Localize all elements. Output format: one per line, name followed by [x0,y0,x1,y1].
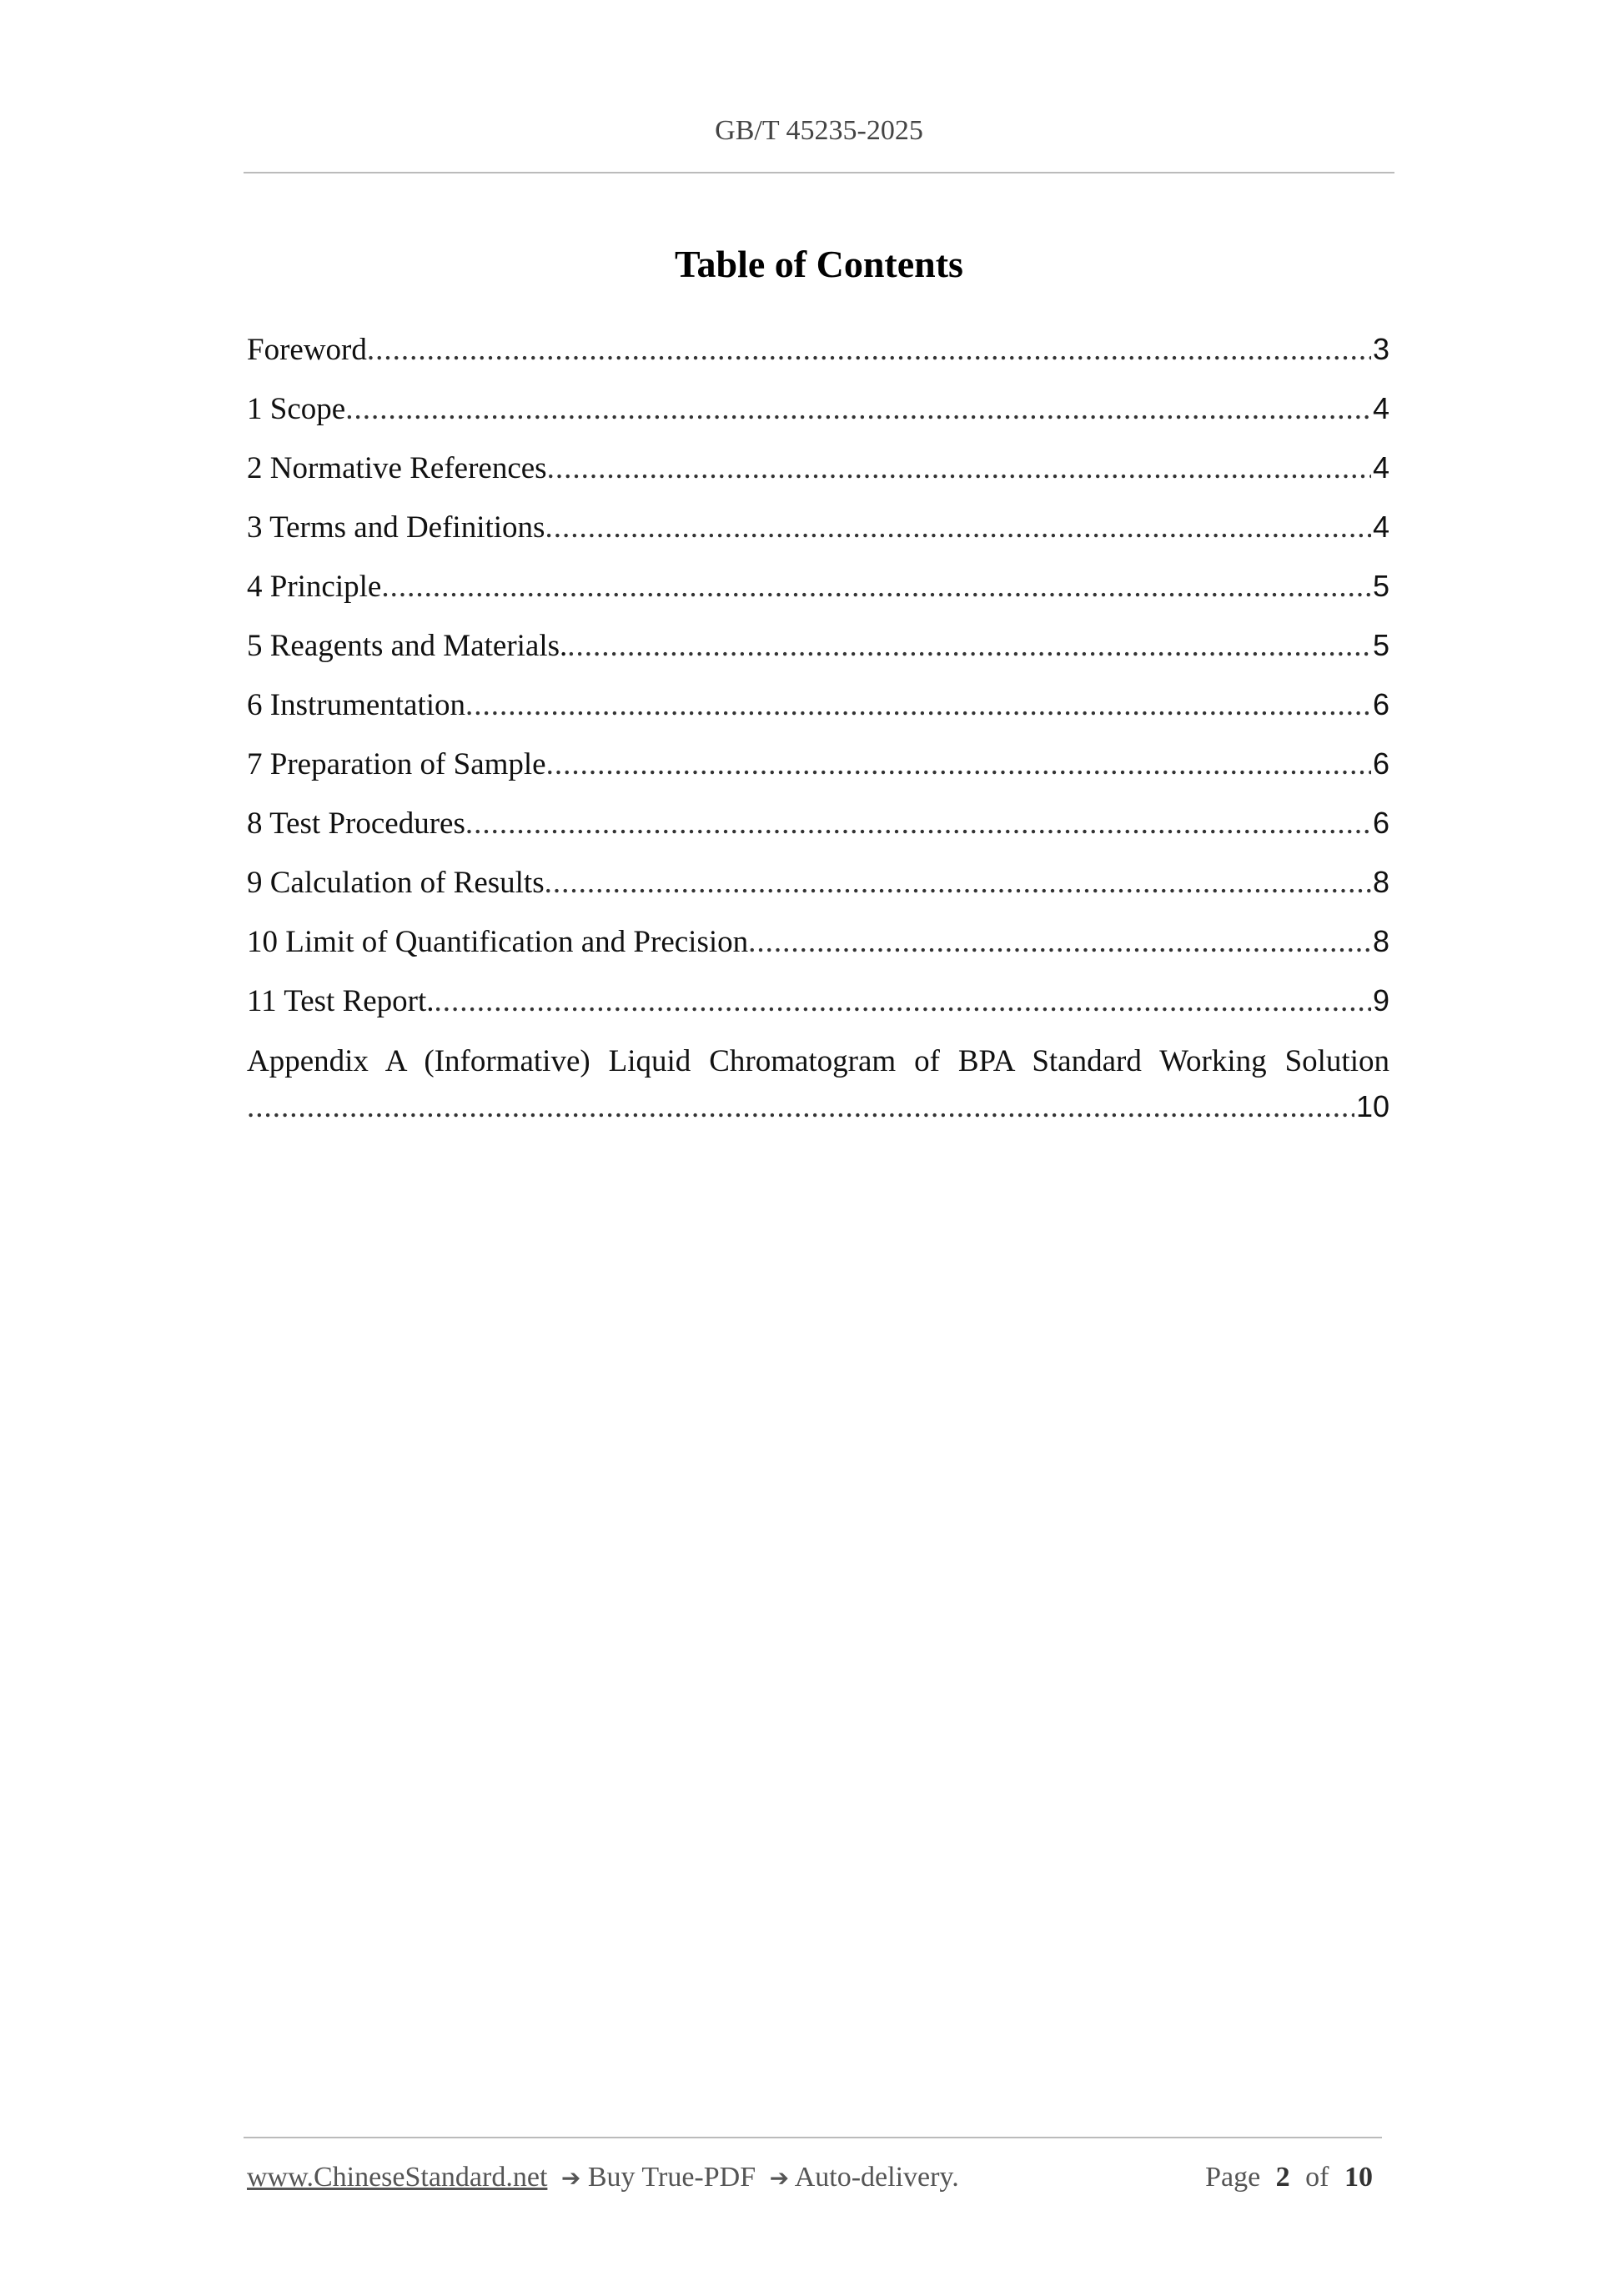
toc-entry-label: 5 Reagents and Materials. [247,629,568,663]
toc-entry-page: 5 [1372,569,1389,603]
arrow-right-icon: ➔ [769,2164,790,2192]
toc-entry-principle[interactable] [247,564,1389,623]
page-word: Page [1205,2162,1261,2193]
toc-entry-page: 8 [1372,865,1389,899]
toc-entry-label: 10 Limit of Quantification and Precision [247,925,749,959]
toc-leader-dots [435,979,1371,1024]
toc-entry-preparation-sample[interactable] [247,741,1389,801]
table-of-contents [247,327,1389,1130]
page-current: 2 [1275,2162,1290,2193]
toc-leader-dots [465,801,1371,847]
toc-leader-dots [547,446,1371,491]
toc-entry-continuation [247,1084,1389,1130]
toc-entry-page: 6 [1372,806,1389,840]
toc-entry-label: 4 Principle [247,570,382,604]
toc-leader-dots [247,1085,1354,1130]
toc-entry-page: 10 [1355,1089,1389,1123]
toc-leader-dots [546,742,1371,787]
toc-title: Table of Contents [675,243,963,285]
toc-entry-page: 4 [1372,450,1389,485]
header-rule [244,172,1394,173]
toc-entry-test-report[interactable] [247,978,1389,1037]
toc-entry-page: 6 [1372,687,1389,721]
toc-entry-page: 5 [1372,628,1389,662]
toc-entry-label: 11 Test Report. [247,984,435,1018]
toc-entry-page: 3 [1372,332,1389,366]
toc-leader-dots [567,624,1371,669]
toc-entry-label: 1 Scope [247,392,346,426]
running-header: GB/T 45235-2025 [715,115,923,146]
toc-entry-page: 9 [1372,983,1389,1017]
toc-entry-foreword[interactable] [247,327,1389,386]
toc-entry-scope[interactable] [247,386,1389,445]
toc-entry-instrumentation[interactable] [247,682,1389,741]
toc-entry-page: 4 [1372,510,1389,544]
toc-entry-test-procedures[interactable] [247,801,1389,860]
toc-leader-dots [381,565,1371,610]
delivery-text: Auto-delivery. [794,2162,959,2193]
footer-rule [244,2137,1382,2138]
toc-entry-label: 2 Normative References [247,451,547,485]
toc-entry-page: 8 [1372,924,1389,958]
page-indicator [1205,2162,1381,2193]
toc-entry-terms-definitions[interactable] [247,505,1389,564]
toc-leader-dots [465,683,1371,728]
toc-entry-label: 6 Instrumentation [247,688,466,722]
arrow-right-icon: ➔ [560,2164,581,2192]
toc-entry-limit-quantification[interactable] [247,919,1389,978]
footer-promo [247,2162,959,2193]
toc-entry-normative-references[interactable] [247,445,1389,505]
page-total: 10 [1344,2162,1373,2193]
toc-leader-dots [367,328,1371,373]
toc-entry-page: 4 [1372,391,1389,425]
toc-leader-dots [545,861,1371,906]
toc-entry-page: 6 [1372,746,1389,781]
toc-leader-dots [545,505,1371,550]
toc-entry-label: 8 Test Procedures [247,806,465,841]
site-link[interactable]: www.ChineseStandard.net [247,2162,548,2193]
toc-leader-dots [748,920,1371,965]
toc-entry-label: 3 Terms and Definitions [247,510,545,545]
buy-text: Buy True-PDF [587,2162,756,2193]
toc-entry-label: 9 Calculation of Results [247,866,545,900]
toc-entry-appendix-a[interactable] [247,1039,1389,1130]
toc-entry-calculation-results[interactable] [247,860,1389,919]
toc-entry-label: 7 Preparation of Sample [247,747,546,781]
toc-entry-label: Foreword [247,333,367,367]
page-of-word: of [1305,2162,1329,2193]
page-footer [247,2162,1381,2193]
toc-leader-dots [345,387,1371,432]
toc-entry-label: Appendix A (Informative) Liquid Chromatogram of BPA Standard Working Solution [247,1044,1389,1078]
toc-entry-reagents-materials[interactable] [247,623,1389,682]
